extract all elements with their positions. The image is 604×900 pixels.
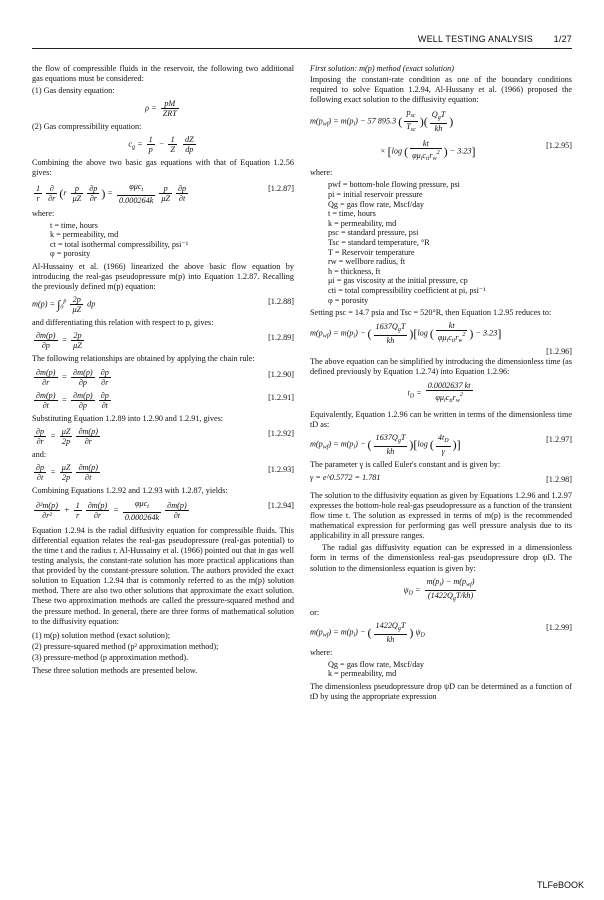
paragraph: The radial gas diffusivity equation can be expressed in a dimensionless form in terms of the dimensionless real-gas pseudopressure drop ψD. The solution to the dimensionless equation is given by: xyxy=(310,543,572,573)
list-item: (2) pressure-squared method (p² approximation method); xyxy=(32,641,219,651)
paragraph: the flow of compressible fluids in the reservoir, the following two additional gas equations must be considered: xyxy=(32,64,294,84)
definition-item: cti = total compressibility coefficient at pi, psi⁻¹ xyxy=(328,286,486,295)
definition-item: k = permeability, md xyxy=(50,230,119,240)
equation-number: [1.2.98] xyxy=(546,474,572,484)
paragraph: Equation 1.2.94 is the radial diffusivity equation for compressible fluids. This differential equation relates the real-gas pseudopressure (real-gas potential) to the time t and the radius r. Al-Hussainy et al. (1966) pointed out that in gas well testing analysis, the constant-rate solution has more practical applications than that provided by the constant-pressure solution. The authors provided the exact solution to Equation 1.2.94 that is commonly referred to as the m(p) solution method. There are also two other solutions that approximate the exact solution. These two approximation methods are called the pressure-squared method and the pressure method. In general, there are three forms of mathematical solution to the diffusivity equation: xyxy=(32,525,294,626)
equation-number: [1.2.97] xyxy=(546,434,572,444)
equation-number: [1.2.99] xyxy=(546,622,572,632)
paragraph: Al-Hussainy et al. (1966) linearized the above basic flow equation by introducing the real-gas pseudopressure m(p) into Equation 1.2.87. Recalling the previously defined m(p) equation: xyxy=(32,262,294,292)
definition-item: t = time, hours xyxy=(50,220,98,230)
equation-1-2-90: $\frac{\partial m(p)}{\partial r}$ = $\frac{\partial m(p)}{\partial p}$ $\frac{\partial p}{\partial r}$ [1.2.90] xyxy=(36,367,294,387)
equation-number: [1.2.88] xyxy=(268,297,294,307)
methods-list xyxy=(32,631,294,663)
equation-number: [1.2.90] xyxy=(268,369,294,379)
definition-item: Qg = gas flow rate, Mscf/day xyxy=(328,659,425,669)
paragraph: The above equation can be simplified by introducing the dimensionless time (as defined previously by Equation 1.2.74) into Equation 1.2.96: xyxy=(310,357,572,377)
equation-psi-d: $\psi_D$ = $\frac{m(p_i) - m(p_{wf})}{(1422Q_gT/kh)}$ xyxy=(403,576,475,602)
paragraph: These three solution methods are presented below. xyxy=(32,666,198,675)
equation-1-2-98 xyxy=(310,473,572,487)
paragraph: Setting psc = 14.7 psia and Tsc = 520°R, then Equation 1.2.95 reduces to: xyxy=(310,308,552,318)
or-label: or: xyxy=(310,607,320,617)
definition-item: h = thickness, ft xyxy=(328,266,381,276)
definition-item: t = time, hours xyxy=(328,209,376,219)
equation-1-2-99: $m(p_{wf}) = m(p_i)$ − ( $\frac{1422Q_gT}{kh}$ ) $\psi_D$ [1.2.99] xyxy=(310,620,572,644)
paragraph: Combining Equations 1.2.92 and 1.2.93 with 1.2.87, yields: xyxy=(32,485,228,495)
page-number: 1/27 xyxy=(553,34,572,44)
equation-1-2-95-line2: × [log ( $\frac{kt}{\varphi\mu_ic_{ti}r_w^2}$ ) − 3.23] [1.2.95] xyxy=(380,139,572,163)
equation-1-2-89: $\frac{\partial m(p)}{\partial p}$ = $\frac{2p}{\mu Z}$ [1.2.89] xyxy=(36,331,294,351)
equation-gas-density: ρ = $\frac{pM}{\text{ZRT}}$ xyxy=(145,99,177,119)
equation-number: [1.2.96] xyxy=(546,347,572,357)
equation-1-2-97: $m(p_{wf}) = m(p_i)$ − ( $\frac{1637Q_gT}{kh}$ )[log ( $\frac{4t_D}{\gamma}$ )] [1.2.97] xyxy=(310,432,572,456)
paragraph: The parameter γ is called Euler's constant and is given by: xyxy=(310,459,501,469)
right-column xyxy=(310,64,572,704)
equation-number: [1.2.93] xyxy=(268,464,294,474)
gamma-value: γ = e^0.5772 = 1.781 xyxy=(310,472,381,482)
definition-item: Tsc = standard temperature, °R xyxy=(328,238,430,248)
definition-item: φ = porosity xyxy=(50,249,91,259)
section-heading: First solution: m(p) method (exact solution) xyxy=(310,64,454,73)
list-item: (2) Gas compressibility equation: xyxy=(32,122,142,132)
definition-item: k = permeability, md xyxy=(328,669,397,679)
equation-1-2-87: $\frac{1}{r}$ $\frac{\partial}{\partial r}$ (r $\frac{p}{\mu Z}$ $\frac{\partial p}{\partial r}$ ) = $\frac{\varphi\mu c_t}{0.000264k}$ $\frac{p}{\mu Z}$ $\frac{\partial p}{\partial t}$ [1.2.87] xyxy=(36,181,294,205)
definition-item: μi = gas viscosity at the initial pressure, cp xyxy=(328,276,468,286)
definition-item: Qg = gas flow rate, Mscf/day xyxy=(328,199,425,209)
definition-item: pi = initial reservoir pressure xyxy=(328,190,423,200)
left-column xyxy=(32,64,294,678)
paragraph: Equivalently, Equation 1.2.96 can be written in terms of the dimensionless time tD as: xyxy=(310,409,572,429)
paragraph: and differentiating this relation with respect to p, gives: xyxy=(32,318,214,328)
definitions-list xyxy=(328,660,572,679)
equation-1-2-88: $m(p) = \int_0^p$ $\frac{2p}{\mu Z}$ dp [1.2.88] xyxy=(32,295,294,315)
equation-number: [1.2.95] xyxy=(546,141,572,151)
paragraph: The following relationships are obtained by applying the chain rule: xyxy=(32,354,255,364)
where-label: where: xyxy=(310,168,333,178)
definition-item: psc = standard pressure, psi xyxy=(328,228,419,238)
footer-brand: TLFeBOOK xyxy=(536,880,584,890)
list-item: (3) pressure-method (p approximation method). xyxy=(32,652,189,662)
equation-1-2-93: $\frac{\partial p}{\partial t}$ = $\frac{\mu Z}{2p}$ $\frac{\partial m(p)}{\partial t}$ [1.2.93] xyxy=(36,462,294,482)
equation-dimensionless-time: $t_D$ = $\frac{0.0002637 kt}{\varphi\mu_ic_{ti}r_w^2}$ xyxy=(407,380,471,404)
equation-number: [1.2.92] xyxy=(268,428,294,438)
where-label: where: xyxy=(32,208,55,218)
paragraph: The solution to the diffusivity equation as given by Equations 1.2.96 and 1.2.97 expresses the bottom-hole real-gas pseudopressure as a function of the transient flow time t. The solution as expressed in terms of m(p) is the recommended mathematical expression for performing gas well pressure analysis due to its applicability in all pressure ranges. xyxy=(310,490,572,541)
where-label: where: xyxy=(310,647,333,657)
definition-item: T = Reservoir temperature xyxy=(328,247,415,257)
equation-number: [1.2.87] xyxy=(268,183,294,193)
equation-1-2-91: $\frac{\partial m(p)}{\partial t}$ = $\frac{\partial m(p)}{\partial p}$ $\frac{\partial p}{\partial t}$ [1.2.91] xyxy=(36,390,294,410)
definitions-list xyxy=(328,180,572,305)
definition-item: ct = total isothermal compressibility, psi⁻¹ xyxy=(50,239,189,249)
equation-1-2-95-line1: $m(p_{wf}) = m(p_i) - 57$ 895.3 ( $\frac{p_{sc}}{T_{sc}}$ )( $\frac{Q_gT}{kh}$ ) xyxy=(310,108,454,134)
definitions-list xyxy=(50,221,294,259)
equation-number: [1.2.91] xyxy=(268,392,294,402)
equation-1-2-94: $\frac{\text{∂²m(p)}}{\text{∂r²}}$ + $\frac{1}{r}$ $\frac{\partial m(p)}{\partial r}$ = $\frac{\varphi\mu c_t}{0.000264k}$ $\frac{\partial m(p)}{\partial t}$ [1.2.94] xyxy=(36,498,294,522)
list-item: (1) m(p) solution method (exact solution); xyxy=(32,630,171,640)
header-title: WELL TESTING ANALYSIS xyxy=(417,34,533,44)
paragraph: Substituting Equation 1.2.89 into 1.2.90 and 1.2.91, gives: xyxy=(32,413,224,423)
definition-item: rw = wellbore radius, ft xyxy=(328,257,406,267)
equation-1-2-96: $m(p_{wf}) = m(p_i)$ − ( $\frac{1637Q_gT}{kh}$ )[log ( $\frac{kt}{\varphi\mu_ic_{ti}r_w^2}$ ) − 3.23] xyxy=(310,321,502,346)
list-item: (1) Gas density equation: xyxy=(32,86,115,96)
equation-number: [1.2.94] xyxy=(268,500,294,510)
definition-item: k = permeability, md xyxy=(328,218,397,228)
definition-item: φ = porosity xyxy=(328,295,369,305)
and-label: and: xyxy=(32,449,47,459)
definition-item: pwf = bottom-hole flowing pressure, psi xyxy=(328,180,460,190)
equation-gas-compressibility: $c_g$ = $\frac{1}{p}$ − $\frac{1}{Z}$ $\frac{dZ}{dp}$ xyxy=(128,135,194,155)
equation-1-2-92: $\frac{\partial p}{\partial r}$ = $\frac{\mu Z}{2p}$ $\frac{\partial m(p)}{\partial r}$ [1.2.92] xyxy=(36,426,294,446)
paragraph: Imposing the constant-rate condition as one of the boundary conditions required to solve Equation 1.2.94, Al-Hussany et al. (1966) proposed the following exact solution to the diffusivity equation: xyxy=(310,75,572,105)
paragraph: Combining the above two basic gas equations with that of Equation 1.2.56 gives: xyxy=(32,158,294,178)
running-header xyxy=(32,34,572,49)
paragraph: The dimensionless pseudopressure drop ψD can be determined as a function of tD by using the appropriate expression xyxy=(310,681,572,702)
equation-number: [1.2.89] xyxy=(268,333,294,343)
